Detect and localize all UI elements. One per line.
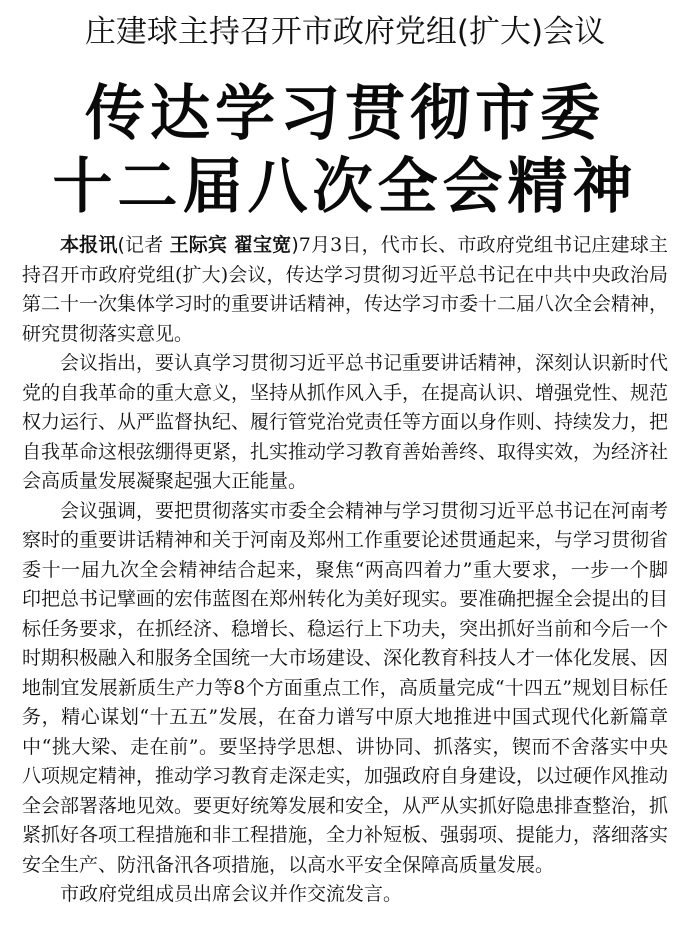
article-body [22,231,668,910]
lead-tag: 本报讯 [60,234,118,256]
main-headline-line-1: 传达学习贯彻市委 [85,79,605,149]
article-paragraph: 会议强调，要把贯彻落实市委全会精神与学习贯彻习近平总书记在河南考察时的重要讲话精神和关于河南及郑州工作重要论述贯通起来，与学习贯彻省委十一届九次全会精神结合起来，聚焦“两高四着力”重大要求，一步一个脚印把总书记擘画的宏伟蓝图在郑州转化为美好现实。要准确把握全会提出的目标任务要求，在抓经济、稳增长、稳运行上下功夫，突出抓好当前和今后一个时期积极融入和服务全国统一大市场建设、深化教育科技人才一体化发展、因地制宜发展新质生产力等8个方面重点工作，高质量完成“十四五”规划目标任务，精心谋划“十五五”发展，在奋力谱写中原大地推进中国式现代化新篇章中“挑大梁、走在前”。要坚持学思想、讲协同、抓落实，锲而不舍落实中央八项规定精神，推动学习教育走深走实，加强政府自身建设，以过硬作风推动全会部署落地见效。要更好统筹发展和安全，从严从实抓好隐患排查整治，抓紧抓好各项工程措施和非工程措施，全力补短板、强弱项、提能力，落细落实安全生产、防汛备汛各项措施，以高水平安全保障高质量发展。 [22,499,669,876]
article-paragraph: 市政府党组成员出席会议并作交流发言。 [60,883,403,905]
main-headline-line-2: 十二届八次全会精神 [52,152,638,222]
byline-close: ) [291,234,299,256]
byline-open: (记者 [117,234,170,256]
byline [117,234,298,256]
article-paragraph [22,231,668,349]
reporter-names: 王际宾 翟宝宽 [169,234,292,256]
article-paragraph: 会议指出，要认真学习贯彻习近平总书记重要讲话精神，深刻认识新时代党的自我革命的重大意义，坚持从抓作风入手，在提高认识、增强党性、规范权力运行、从严监督执纪、履行管党治党责任等方面以身作则、持续发力，把自我革命这根弦绷得更紧，扎实推动学习教育善始善终、取得实效，为经济社会高质量发展凝聚起强大正能量。 [22,352,669,492]
paragraph-text: 7月3日，代市长、市政府党组书记庄建球主持召开市政府党组(扩大)会议，传达学习贯彻习近平总书记在中共中央政治局第二十一次集体学习时的重要讲话精神，传达学习市委十二届八次全会精神，研究贯彻落实意见。 [22,234,669,345]
kicker-headline: 庄建球主持召开市政府党组(扩大)会议 [84,14,606,50]
